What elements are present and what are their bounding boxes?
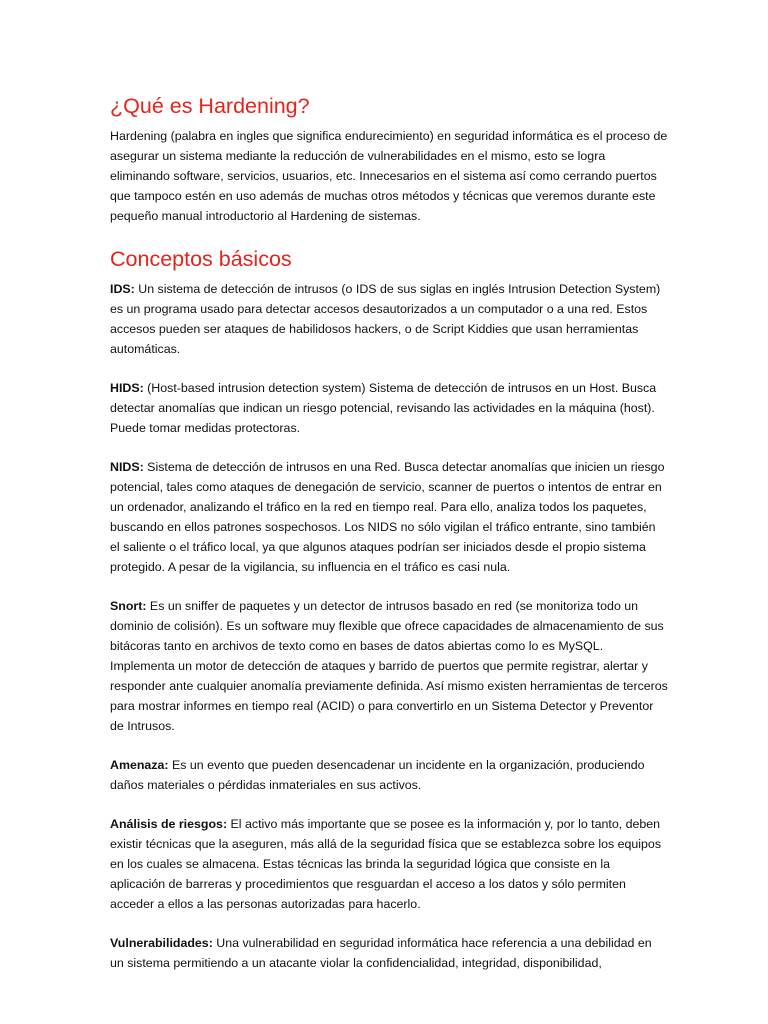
concept-text: Es un evento que pueden desencadenar un incidente en la organización, produciendo daños materiales o pérdidas inmateriales en sus activos. — [110, 758, 645, 792]
concept-amenaza — [110, 755, 668, 795]
concept-text: Es un sniffer de paquetes y un detector de intrusos basado en red (se monitoriza todo un dominio de colisión). Es un software muy flexible que ofrece capacidades de almacenamiento de sus bitácoras tanto en archivos de texto como en bases de datos abiertas como lo es MySQL. Implementa un motor de detección de ataques y barrido de puertos que permite registrar, alertar y responder ante cualquier anomalía previamente definida. Así mismo existen herramientas de terceros para mostrar informes en tiempo real (ACID) o para convertirlo en un Sistema Detector y Preventor de Intrusos. — [110, 599, 668, 733]
concept-text: Una vulnerabilidad en seguridad informática hace referencia a una debilidad en un sistema permitiendo a un atacante violar la confidencialidad, integridad, disponibilidad, — [110, 936, 652, 970]
concept-term: Vulnerabilidades: — [110, 936, 213, 950]
section-title-conceptos: Conceptos básicos — [110, 247, 292, 271]
concept-text: Sistema de detección de intrusos en una Red. Busca detectar anomalías que inicien un riesgo potencial, tales como ataques de denegación de servicio, scanner de puertos o intentos de entrar en un ordenador, analizando el tráfico en la red en tiempo real. Para ello, analiza todos los paquetes, buscando en ellos patrones sospechosos. Los NIDS no sólo vigilan el tráfico entrante, sino también el saliente o el tráfico local, ya que algunos ataques podrían ser iniciados desde el propio sistema protegido. A pesar de la vigilancia, su influencia en el tráfico es casi nula. — [110, 460, 665, 574]
concept-term: Análisis de riesgos: — [110, 817, 228, 831]
section-title-hardening: ¿Qué es Hardening? — [110, 94, 310, 118]
concept-ids — [110, 279, 668, 359]
concept-text: Un sistema de detección de intrusos (o IDS de sus siglas en inglés Intrusion Detection System) es un programa usado para detectar accesos desautorizados a un computador o a una red. Estos accesos pueden ser ataques de habilidosos hackers, o de Script Kiddies que usan herramientas automáticas. — [110, 282, 661, 356]
concept-text: (Host-based intrusion detection system) Sistema de detección de intrusos en un Host. Busca detectar anomalías que indican un riesgo potencial, revisando las actividades en la máquina (host). Puede tomar medidas protectoras. — [110, 381, 657, 435]
concept-nids — [110, 457, 668, 577]
concept-analisis-riesgos — [110, 814, 668, 914]
concept-term: NIDS: — [110, 460, 144, 474]
concept-snort — [110, 596, 668, 736]
concept-term: Amenaza: — [110, 758, 169, 772]
intro-paragraph: Hardening (palabra en ingles que significa endurecimiento) en seguridad informática es el proceso de asegurar un sistema mediante la reducción de vulnerabilidades en el mismo, esto se logra eliminando software, servicios, usuarios, etc. Innecesarios en el sistema así como cerrando puertos que tampoco estén en uso además de muchas otros métodos y técnicas que veremos durante este pequeño manual introductorio al Hardening de sistemas. — [110, 129, 668, 223]
concept-hids — [110, 378, 668, 438]
concept-text: El activo más importante que se posee es la información y, por lo tanto, deben existir técnicas que la aseguren, más allá de la seguridad física que se establezca sobre los equipos en los cuales se almacena. Estas técnicas las brinda la seguridad lógica que consiste en la aplicación de barreras y procedimientos que resguardan el acceso a los datos y sólo permiten acceder a ellos a las personas autorizadas para hacerlo. — [110, 817, 662, 911]
concept-term: IDS: — [110, 282, 135, 296]
concept-term: HIDS: — [110, 381, 144, 395]
concept-vulnerabilidades — [110, 933, 668, 973]
concept-term: Snort: — [110, 599, 147, 613]
